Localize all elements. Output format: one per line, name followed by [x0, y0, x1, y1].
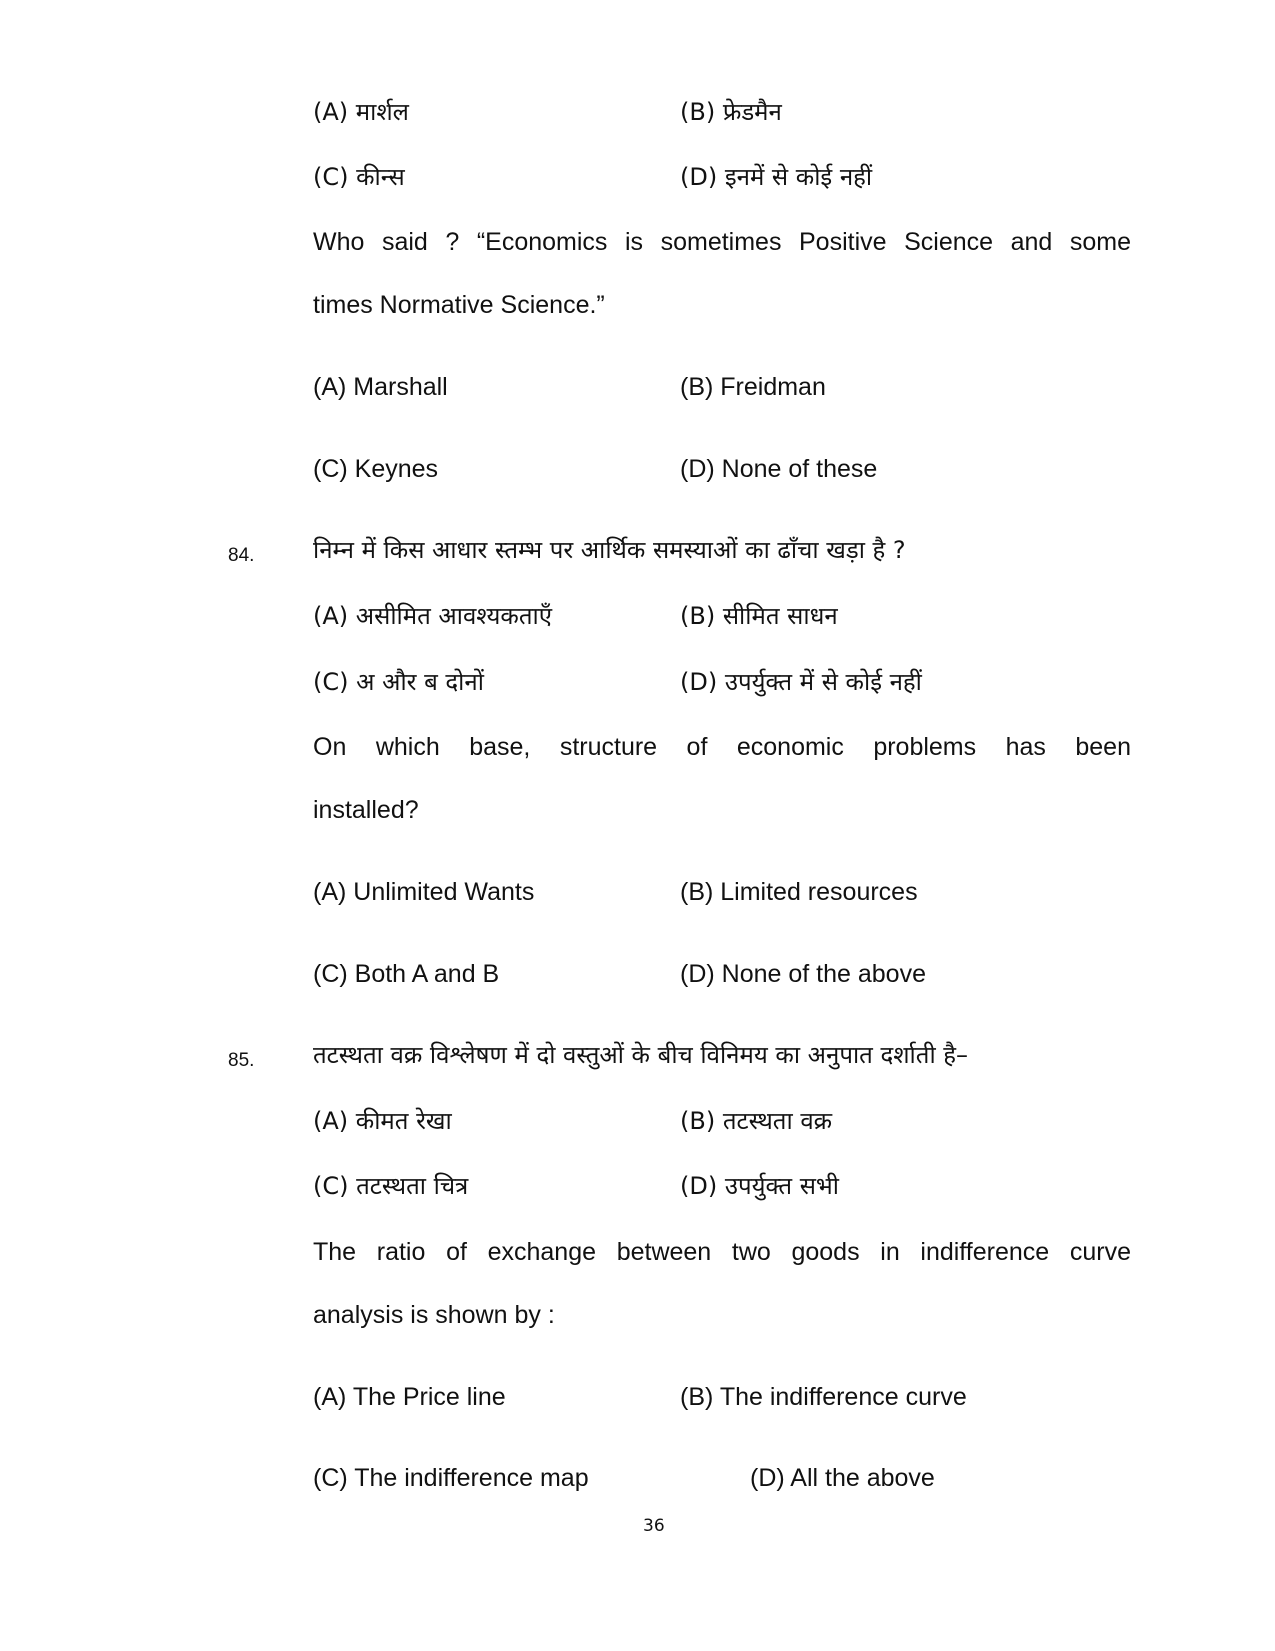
q84-en-option-d: (D) None of the above [680, 960, 926, 988]
q83-hi-option-d: (D) इनमें से कोई नहीं [680, 163, 873, 191]
q84-hi-option-a: (A) असीमित आवश्यकताएँ [313, 602, 553, 630]
q83-hi-option-a: (A) मार्शल [313, 98, 409, 126]
q83-en-option-c: (C) Keynes [313, 455, 439, 483]
q84-en-question-line1: On which base, structure of economic problems has been [313, 733, 1131, 761]
q85-en-option-a: (A) The Price line [313, 1383, 506, 1411]
q83-en-option-d: (D) None of these [680, 455, 878, 483]
q84-number: 84. [228, 545, 255, 566]
q83-en-question-line2: times Normative Science.” [313, 291, 605, 319]
q85-en-option-b: (B) The indifference curve [680, 1383, 967, 1411]
q85-en-question-line1: The ratio of exchange between two goods in indifference curve [313, 1238, 1131, 1266]
q85-en-question-line2: analysis is shown by : [313, 1301, 555, 1329]
q83-en-option-b: (B) Freidman [680, 373, 826, 401]
q85-hi-option-a: (A) कीमत रेखा [313, 1107, 452, 1135]
q85-hi-question: तटस्थता वक्र विश्लेषण में दो वस्तुओं के बीच विनिमय का अनुपात दर्शाती है– [313, 1041, 969, 1069]
q83-hi-option-c: (C) कीन्स [313, 163, 405, 191]
q85-en-option-d: (D) All the above [750, 1464, 935, 1492]
q84-en-option-a: (A) Unlimited Wants [313, 878, 535, 906]
q85-number: 85. [228, 1050, 255, 1071]
q83-en-option-a: (A) Marshall [313, 373, 448, 401]
q85-hi-option-d: (D) उपर्युक्त सभी [680, 1172, 840, 1200]
q84-en-option-c: (C) Both A and B [313, 960, 500, 988]
page-number: 36 [643, 1516, 665, 1536]
q84-hi-option-b: (B) सीमित साधन [680, 602, 838, 630]
q84-hi-option-c: (C) अ और ब दोनों [313, 668, 484, 696]
q84-en-option-b: (B) Limited resources [680, 878, 918, 906]
q85-hi-option-b: (B) तटस्थता वक्र [680, 1107, 833, 1135]
q83-hi-option-b: (B) फ्रेडमैन [680, 98, 782, 126]
q84-en-question-line2: installed? [313, 796, 419, 824]
q83-en-question-line1: Who said ? “Economics is sometimes Positive Science and some [313, 228, 1131, 256]
q85-en-option-c: (C) The indifference map [313, 1464, 589, 1492]
q84-hi-option-d: (D) उपर्युक्त में से कोई नहीं [680, 668, 922, 696]
q84-hi-question: निम्न में किस आधार स्तम्भ पर आर्थिक समस्याओं का ढाँचा खड़ा है ? [313, 536, 906, 564]
q85-hi-option-c: (C) तटस्थता चित्र [313, 1172, 469, 1200]
